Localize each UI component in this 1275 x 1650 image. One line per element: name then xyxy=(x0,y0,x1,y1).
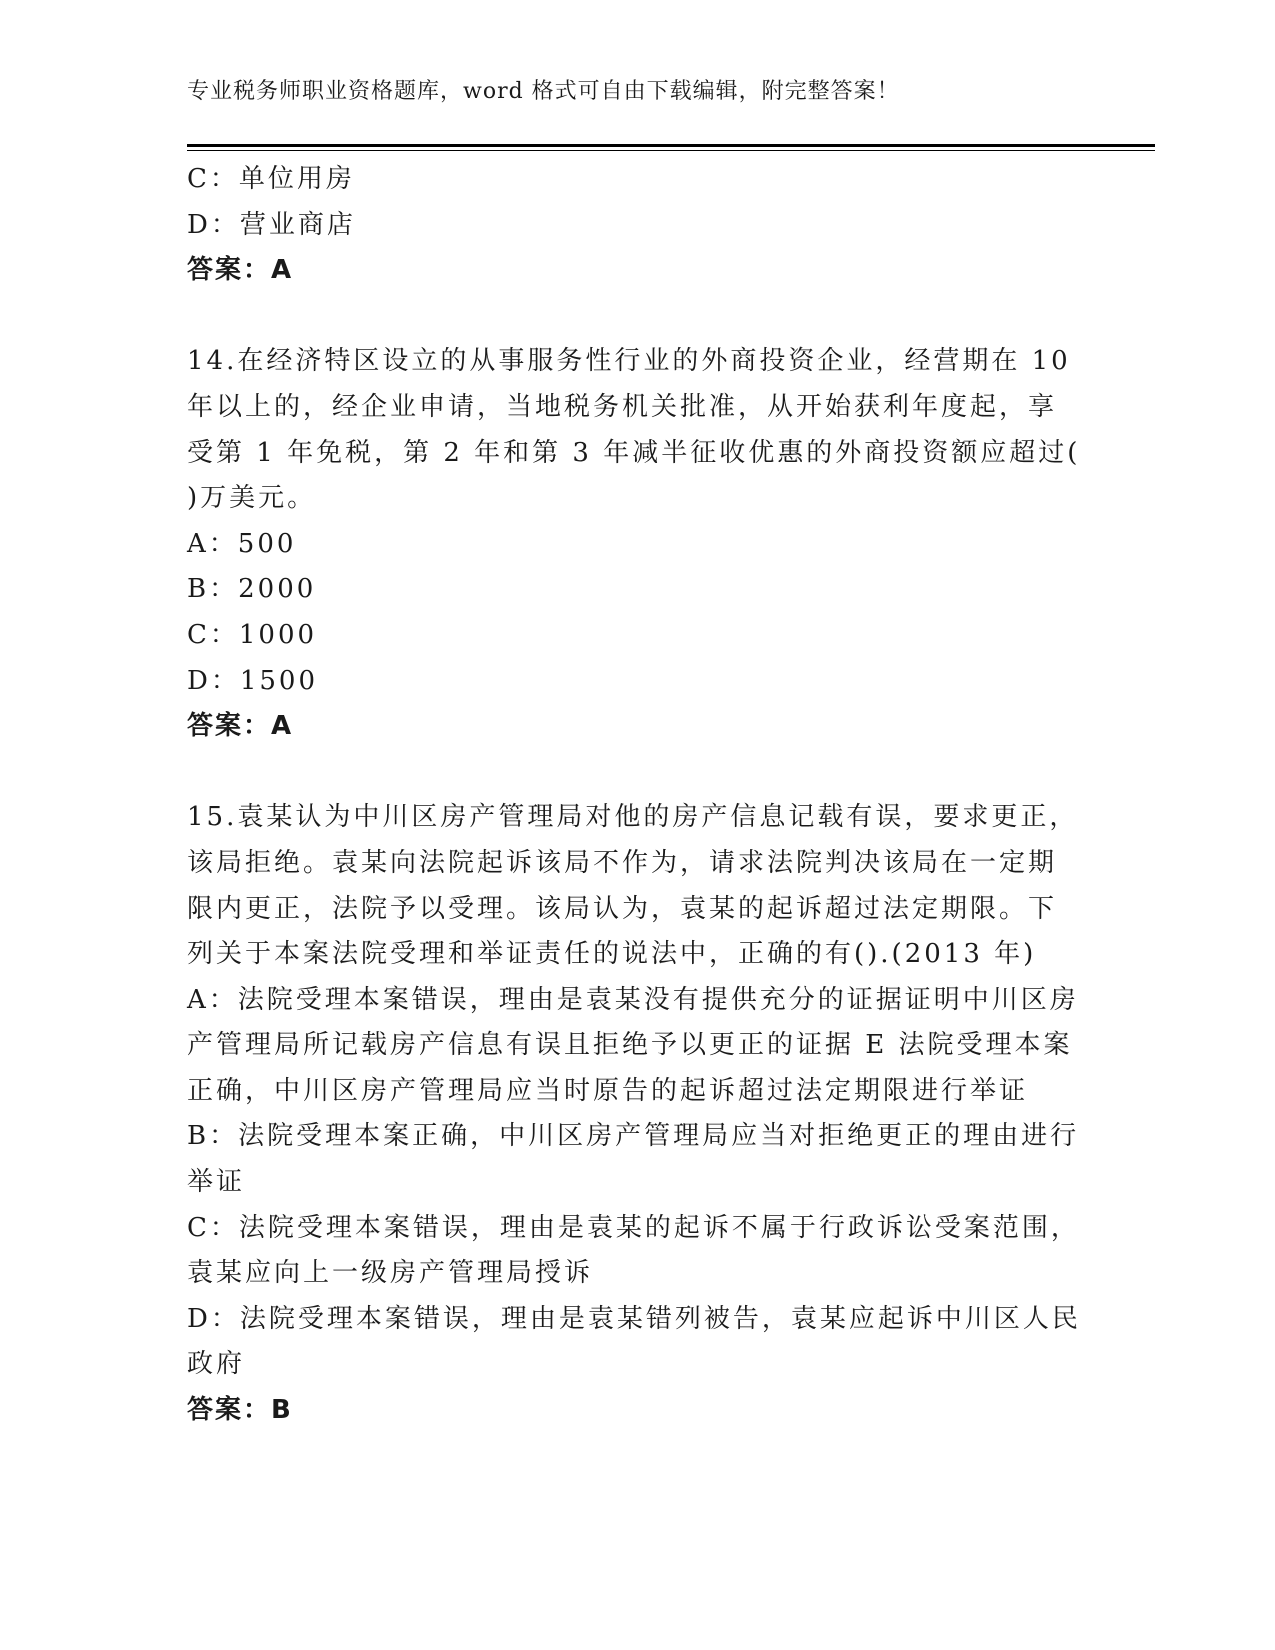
q14-stem-line: )万美元。 xyxy=(187,483,317,514)
page-header-note: 专业税务师职业资格题库，word 格式可自由下载编辑，附完整答案！ xyxy=(187,79,900,104)
header-rule-thick xyxy=(187,144,1155,147)
q15-option-a-line: 产管理局所记载房产信息有误且拒绝予以更正的证据 E 法院受理本案 xyxy=(187,1030,1073,1061)
q14-option-c: C：1000 xyxy=(187,619,318,650)
q14-answer: 答案：A xyxy=(187,711,294,742)
q15-option-b-line: B：法院受理本案正确，中川区房产管理局应当对拒绝更正的理由进行 xyxy=(187,1121,1080,1152)
q14-stem-line: 年以上的，经企业申请，当地税务机关批准，从开始获利年度起，享 xyxy=(187,391,1058,422)
spacer xyxy=(187,750,1087,796)
q15-answer: 答案：B xyxy=(187,1395,293,1426)
q15-option-a-line: A：法院受理本案错误，理由是袁某没有提供充分的证据证明中川区房 xyxy=(187,984,1079,1015)
q15-option-d-line: D：法院受理本案错误，理由是袁某错列被告，袁某应起诉中川区人民 xyxy=(187,1303,1081,1334)
q13-answer: 答案：A xyxy=(187,255,294,286)
q15-option-a-line: 正确，中川区房产管理局应当时原告的起诉超过法定期限进行举证 xyxy=(187,1075,1029,1106)
q15-stem-line: 限内更正，法院予以受理。该局认为，袁某的起诉超过法定期限。下 xyxy=(187,893,1058,924)
q15-option-c-line: C：法院受理本案错误，理由是袁某的起诉不属于行政诉讼受案范围， xyxy=(187,1212,1080,1243)
q14-stem-line: 14.在经济特区设立的从事服务性行业的外商投资企业，经营期在 10 xyxy=(187,346,1071,377)
q13-option-d: D：营业商店 xyxy=(187,209,356,240)
q13-option-c: C：单位用房 xyxy=(187,164,355,194)
q14-option-b: B：2000 xyxy=(187,574,317,605)
q15-stem-line: 15.袁某认为中川区房产管理局对他的房产信息记载有误，要求更正， xyxy=(187,802,1079,833)
q15-stem-line: 列关于本案法院受理和举证责任的说法中，正确的有().(2013 年) xyxy=(187,939,1037,970)
q15-option-d-line: 政府 xyxy=(187,1349,246,1380)
q14-option-a: A：500 xyxy=(187,528,297,559)
q15-stem-line: 该局拒绝。袁某向法院起诉该局不作为，请求法院判决该局在一定期 xyxy=(187,847,1058,878)
spacer xyxy=(187,294,1087,340)
q14-option-d: D：1500 xyxy=(187,665,319,696)
q14-stem-line: 受第 1 年免税，第 2 年和第 3 年减半征收优惠的外商投资额应超过( xyxy=(187,437,1081,468)
q15-option-c-line: 袁某应向上一级房产管理局授诉 xyxy=(187,1258,594,1289)
q15-option-b-line: 举证 xyxy=(187,1167,246,1198)
question-content xyxy=(187,157,1087,1434)
header-rule-thin xyxy=(187,150,1155,151)
